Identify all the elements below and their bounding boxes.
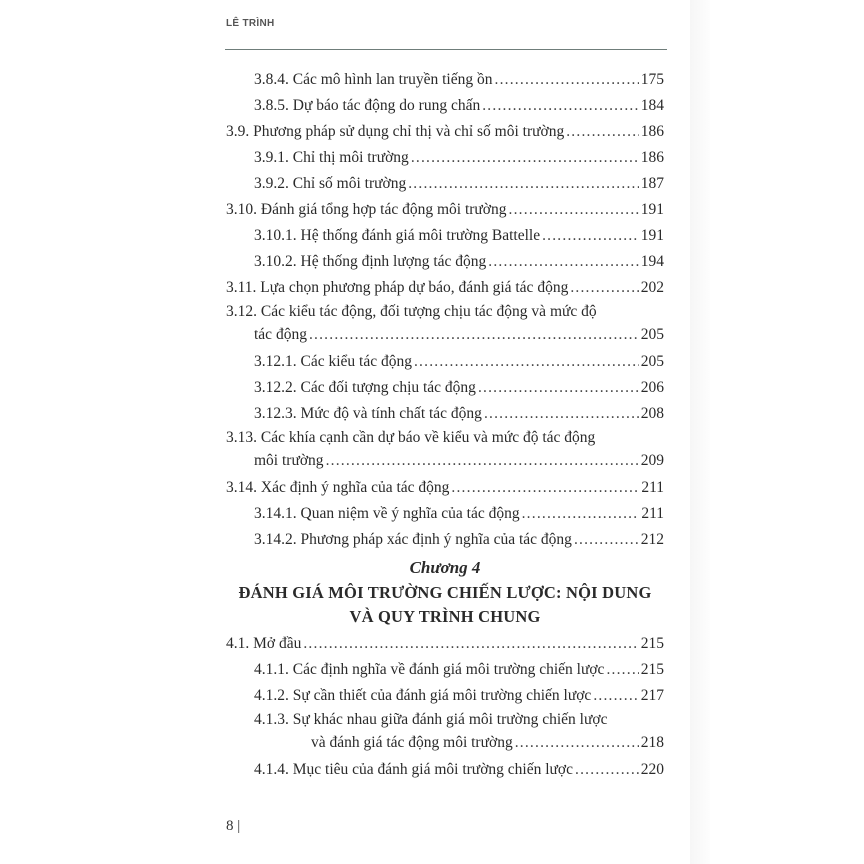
toc-entry[interactable] xyxy=(226,171,664,197)
leader-dots xyxy=(495,67,639,93)
leader-dots xyxy=(482,93,639,119)
toc-entry-title: 3.12.1. Các kiểu tác động xyxy=(254,353,412,370)
toc-entry[interactable] xyxy=(226,301,664,349)
chapter-label: Chương 4 xyxy=(409,558,481,577)
leader-dots xyxy=(570,275,638,301)
toc-entry-page: 175 xyxy=(640,71,664,88)
toc-entry[interactable] xyxy=(226,683,664,709)
toc-entry[interactable] xyxy=(226,145,664,171)
toc-entry[interactable] xyxy=(226,249,664,275)
leader-dots xyxy=(606,657,638,683)
toc-entry-page: 206 xyxy=(640,379,664,396)
toc-entry-title: 4.1. Mở đầu xyxy=(226,635,302,652)
toc-entry[interactable] xyxy=(226,631,664,657)
toc-entry-title: 3.12.3. Mức độ và tính chất tác động xyxy=(254,405,482,422)
toc-entry-title: 3.9.1. Chỉ thị môi trường xyxy=(254,149,409,166)
toc-entry[interactable] xyxy=(226,275,664,301)
toc-entry[interactable] xyxy=(226,375,664,401)
toc-entry-title: 3.9.2. Chỉ số môi trường xyxy=(254,175,407,192)
leader-dots xyxy=(326,449,639,473)
toc-entry[interactable] xyxy=(226,527,664,553)
toc-entry-title: 3.14. Xác định ý nghĩa của tác động xyxy=(226,479,450,496)
toc-entry-page: 202 xyxy=(640,279,664,296)
toc-entry-title: 3.10. Đánh giá tổng hợp tác động môi trường xyxy=(226,201,507,218)
toc-entry[interactable] xyxy=(226,427,664,475)
toc-entry-title: 3.8.4. Các mô hình lan truyền tiếng ồn xyxy=(254,71,493,88)
toc-entry-title: 3.8.5. Dự báo tác động do rung chấn xyxy=(254,97,481,114)
leader-dots xyxy=(488,249,638,275)
toc-entry-page: 208 xyxy=(640,405,664,422)
toc-entry[interactable] xyxy=(226,93,664,119)
toc-entry-page: 191 xyxy=(640,227,664,244)
leader-dots xyxy=(509,197,639,223)
toc-entry-page: 215 xyxy=(640,661,664,678)
chapter-title-line1: ĐÁNH GIÁ MÔI TRƯỜNG CHIẾN LƯỢC: NỘI DUNG xyxy=(238,583,652,602)
toc-entry-page: 217 xyxy=(640,687,664,704)
toc-entry-page: 205 xyxy=(640,326,664,343)
leader-dots xyxy=(575,757,639,783)
page-number: 8 | xyxy=(226,818,241,834)
toc-entry-title-line1: 4.1.3. Sự khác nhau giữa đánh giá môi trường chiến lược xyxy=(254,711,608,728)
toc-entry-title: 4.1.1. Các định nghĩa về đánh giá môi trường chiến lược xyxy=(254,661,605,678)
toc-entry-page: 212 xyxy=(640,531,664,548)
leader-dots xyxy=(566,119,639,145)
toc-entry[interactable] xyxy=(226,709,664,757)
leader-dots xyxy=(411,145,639,171)
toc-entry-title: 3.9. Phương pháp sử dụng chỉ thị và chỉ số môi trường xyxy=(226,123,565,140)
toc-entry-title: 3.11. Lựa chọn phương pháp dự báo, đánh giá tác động xyxy=(226,279,569,296)
chapter-heading xyxy=(226,555,664,629)
toc-entry-title: 3.14.2. Phương pháp xác định ý nghĩa của tác động xyxy=(254,531,572,548)
header-rule xyxy=(225,49,667,50)
leader-dots xyxy=(309,323,639,347)
chapter-title-line2: VÀ QUY TRÌNH CHUNG xyxy=(349,607,541,626)
toc-entry[interactable] xyxy=(226,401,664,427)
leader-dots xyxy=(478,375,639,401)
page-edge-shadow xyxy=(690,0,710,864)
leader-dots xyxy=(303,631,638,657)
toc-entry[interactable] xyxy=(226,223,664,249)
toc-entry[interactable] xyxy=(226,67,664,93)
leader-dots xyxy=(408,171,639,197)
toc-entry-page: 209 xyxy=(640,452,664,469)
toc-entry-title-line1: 3.12. Các kiểu tác động, đối tượng chịu tác động và mức độ xyxy=(226,303,597,320)
toc-entry-title: tác động xyxy=(254,326,307,343)
leader-dots xyxy=(484,401,639,427)
toc-entry-title: 3.14.1. Quan niệm về ý nghĩa của tác động xyxy=(254,505,520,522)
leader-dots xyxy=(542,223,639,249)
toc-entry-title: và đánh giá tác động môi trường xyxy=(311,734,513,751)
toc-entry-page: 194 xyxy=(640,253,664,270)
toc-entry-page: 220 xyxy=(640,761,664,778)
toc-entry-page: 191 xyxy=(640,201,664,218)
toc-entry-page: 205 xyxy=(640,353,664,370)
toc-entry-page: 186 xyxy=(640,149,664,166)
toc-entry-title: 3.10.2. Hệ thống định lượng tác động xyxy=(254,253,487,270)
toc-entry-page: 218 xyxy=(640,734,664,751)
toc-entry-title: môi trường xyxy=(254,452,324,469)
toc-entry-title: 4.1.2. Sự cần thiết của đánh giá môi trường chiến lược xyxy=(254,687,592,704)
toc-entry[interactable] xyxy=(226,657,664,683)
toc-entry-title: 4.1.4. Mục tiêu của đánh giá môi trường chiến lược xyxy=(254,761,574,778)
toc-entry[interactable] xyxy=(226,119,664,145)
toc-entry-title: 3.12.2. Các đối tượng chịu tác động xyxy=(254,379,476,396)
toc-entry[interactable] xyxy=(226,757,664,783)
table-of-contents xyxy=(226,67,664,783)
leader-dots xyxy=(574,527,639,553)
toc-entry-page: 186 xyxy=(640,123,664,140)
leader-dots xyxy=(414,349,639,375)
toc-entry-page: 184 xyxy=(640,97,664,114)
toc-entry-page: 211 xyxy=(641,479,664,496)
toc-entry-title: 3.10.1. Hệ thống đánh giá môi trường Battelle xyxy=(254,227,541,244)
leader-dots xyxy=(451,475,639,501)
toc-entry-page: 187 xyxy=(640,175,664,192)
toc-entry[interactable] xyxy=(226,475,664,501)
leader-dots xyxy=(515,731,639,755)
leader-dots xyxy=(593,683,638,709)
running-head: LÊ TRÌNH xyxy=(226,18,275,29)
toc-entry-title-line1: 3.13. Các khía cạnh cần dự báo về kiểu và mức độ tác động xyxy=(226,429,596,446)
toc-entry[interactable] xyxy=(226,501,664,527)
leader-dots xyxy=(522,501,640,527)
toc-entry[interactable] xyxy=(226,349,664,375)
toc-entry[interactable] xyxy=(226,197,664,223)
toc-entry-page: 211 xyxy=(641,505,664,522)
toc-entry-page: 215 xyxy=(640,635,664,652)
